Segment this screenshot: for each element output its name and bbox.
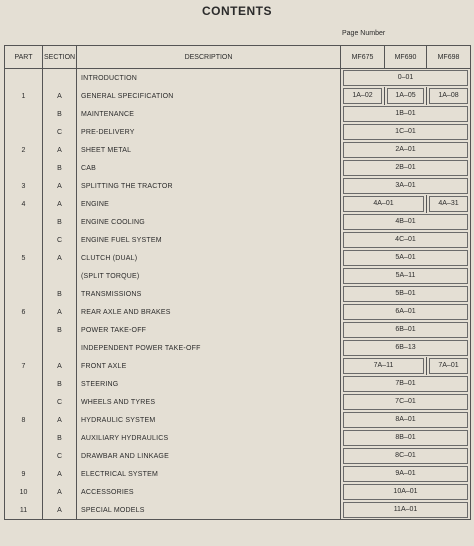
section-cell: A bbox=[43, 303, 77, 321]
section-cell: C bbox=[43, 123, 77, 141]
part-cell: 5 bbox=[5, 249, 43, 267]
description-cell: (SPLIT TORQUE) bbox=[77, 267, 341, 285]
part-cell: 10 bbox=[5, 483, 43, 501]
contents-table bbox=[4, 45, 471, 520]
section-cell: A bbox=[43, 87, 77, 105]
table-row bbox=[5, 213, 471, 231]
description-cell: GENERAL SPECIFICATION bbox=[77, 87, 341, 105]
column-header-section: SECTION bbox=[43, 46, 77, 69]
page-number-mf698: 1A–08 bbox=[429, 88, 468, 104]
section-cell: B bbox=[43, 159, 77, 177]
part-cell bbox=[5, 159, 43, 177]
page-number-all-models: 2B–01 bbox=[343, 160, 468, 176]
section-cell: A bbox=[43, 195, 77, 213]
table-body bbox=[5, 69, 471, 520]
page-number-cell bbox=[341, 429, 471, 447]
table-row bbox=[5, 159, 471, 177]
section-cell: B bbox=[43, 285, 77, 303]
description-cell: ELECTRICAL SYSTEM bbox=[77, 465, 341, 483]
description-cell: REAR AXLE AND BRAKES bbox=[77, 303, 341, 321]
page-title: CONTENTS bbox=[202, 4, 272, 18]
table-row bbox=[5, 393, 471, 411]
page-number-cell bbox=[341, 465, 471, 483]
description-cell: WHEELS AND TYRES bbox=[77, 393, 341, 411]
page-number-cell bbox=[385, 87, 427, 105]
description-cell: AUXILIARY HYDRAULICS bbox=[77, 429, 341, 447]
table-row bbox=[5, 375, 471, 393]
page-number-cell bbox=[341, 231, 471, 249]
page-number-all-models: 5A–01 bbox=[343, 250, 468, 266]
page-number-cell bbox=[341, 123, 471, 141]
page-number-cell bbox=[341, 501, 471, 520]
table-row bbox=[5, 501, 471, 520]
column-header-mf698: MF698 bbox=[427, 46, 471, 69]
table-row bbox=[5, 357, 471, 375]
description-cell: CAB bbox=[77, 159, 341, 177]
section-cell: A bbox=[43, 411, 77, 429]
section-cell bbox=[43, 267, 77, 285]
section-cell bbox=[43, 339, 77, 357]
column-header-description: DESCRIPTION bbox=[77, 46, 341, 69]
description-cell: TRANSMISSIONS bbox=[77, 285, 341, 303]
description-cell: INDEPENDENT POWER TAKE-OFF bbox=[77, 339, 341, 357]
table-row bbox=[5, 303, 471, 321]
table-row bbox=[5, 105, 471, 123]
section-cell: B bbox=[43, 375, 77, 393]
page-number-cell bbox=[341, 177, 471, 195]
description-cell: MAINTENANCE bbox=[77, 105, 341, 123]
part-cell: 7 bbox=[5, 357, 43, 375]
part-cell bbox=[5, 447, 43, 465]
section-cell: A bbox=[43, 501, 77, 520]
part-cell: 1 bbox=[5, 87, 43, 105]
page-number-all-models: 0–01 bbox=[343, 70, 468, 86]
page-number-mf675-mf690: 7A–11 bbox=[343, 358, 424, 374]
table-row bbox=[5, 249, 471, 267]
table-row bbox=[5, 339, 471, 357]
page-number-all-models: 1B–01 bbox=[343, 106, 468, 122]
part-cell bbox=[5, 321, 43, 339]
page-number-cell bbox=[341, 447, 471, 465]
section-cell: A bbox=[43, 483, 77, 501]
description-cell: CLUTCH (DUAL) bbox=[77, 249, 341, 267]
description-cell: STEERING bbox=[77, 375, 341, 393]
page-number-cell bbox=[341, 303, 471, 321]
section-cell: C bbox=[43, 393, 77, 411]
page-number-all-models: 10A–01 bbox=[343, 484, 468, 500]
page-number-mf675: 1A–02 bbox=[343, 88, 382, 104]
section-cell: B bbox=[43, 105, 77, 123]
page-number-all-models: 11A–01 bbox=[343, 502, 468, 518]
page-number-all-models: 8A–01 bbox=[343, 412, 468, 428]
page-number-all-models: 6B–01 bbox=[343, 322, 468, 338]
page-number-cell bbox=[341, 87, 385, 105]
description-cell: HYDRAULIC SYSTEM bbox=[77, 411, 341, 429]
part-cell: 3 bbox=[5, 177, 43, 195]
description-cell: FRONT AXLE bbox=[77, 357, 341, 375]
description-cell: INTRODUCTION bbox=[77, 69, 341, 88]
section-cell: B bbox=[43, 213, 77, 231]
page-number-cell bbox=[341, 141, 471, 159]
table-row bbox=[5, 267, 471, 285]
page-number-cell bbox=[341, 267, 471, 285]
page-number-cell bbox=[341, 483, 471, 501]
description-cell: SPLITTING THE TRACTOR bbox=[77, 177, 341, 195]
table-row bbox=[5, 321, 471, 339]
description-cell: SPECIAL MODELS bbox=[77, 501, 341, 520]
description-cell: SHEET METAL bbox=[77, 141, 341, 159]
part-cell bbox=[5, 375, 43, 393]
part-cell: 2 bbox=[5, 141, 43, 159]
table-row bbox=[5, 429, 471, 447]
table-row bbox=[5, 465, 471, 483]
part-cell bbox=[5, 231, 43, 249]
page-number-all-models: 6A–01 bbox=[343, 304, 468, 320]
part-cell bbox=[5, 69, 43, 88]
part-cell bbox=[5, 393, 43, 411]
part-cell: 6 bbox=[5, 303, 43, 321]
page-number-all-models: 1C–01 bbox=[343, 124, 468, 140]
table-row bbox=[5, 87, 471, 105]
page-number-all-models: 4B–01 bbox=[343, 214, 468, 230]
section-cell: A bbox=[43, 141, 77, 159]
table-row bbox=[5, 177, 471, 195]
description-cell: PRE-DELIVERY bbox=[77, 123, 341, 141]
page-number-all-models: 5B–01 bbox=[343, 286, 468, 302]
page-number-all-models: 2A–01 bbox=[343, 142, 468, 158]
page-number-all-models: 4C–01 bbox=[343, 232, 468, 248]
page-number-cell bbox=[341, 393, 471, 411]
page-number-all-models: 8B–01 bbox=[343, 430, 468, 446]
table-row bbox=[5, 69, 471, 88]
description-cell: DRAWBAR AND LINKAGE bbox=[77, 447, 341, 465]
section-cell: A bbox=[43, 465, 77, 483]
page-number-cell bbox=[341, 249, 471, 267]
page-number-cell bbox=[341, 159, 471, 177]
section-cell: C bbox=[43, 447, 77, 465]
page-number-cell bbox=[341, 213, 471, 231]
page-number-mf698: 4A–31 bbox=[429, 196, 468, 212]
table-row bbox=[5, 447, 471, 465]
page-number-mf690: 1A–05 bbox=[387, 88, 424, 104]
table-row bbox=[5, 231, 471, 249]
part-cell bbox=[5, 339, 43, 357]
table-header-row bbox=[5, 46, 471, 69]
part-cell bbox=[5, 267, 43, 285]
section-cell: C bbox=[43, 231, 77, 249]
table-row bbox=[5, 483, 471, 501]
page-number-cell bbox=[427, 195, 471, 213]
page-number-cell bbox=[427, 357, 471, 375]
description-cell: POWER TAKE-OFF bbox=[77, 321, 341, 339]
page-number-mf675-mf690: 4A–01 bbox=[343, 196, 424, 212]
description-cell: ENGINE FUEL SYSTEM bbox=[77, 231, 341, 249]
page-number-cell bbox=[341, 411, 471, 429]
page-number-label: Page Number bbox=[342, 30, 386, 37]
page-number-all-models: 7C–01 bbox=[343, 394, 468, 410]
part-cell: 4 bbox=[5, 195, 43, 213]
section-cell: A bbox=[43, 177, 77, 195]
part-cell bbox=[5, 285, 43, 303]
page-number-all-models: 5A–11 bbox=[343, 268, 468, 284]
column-header-part: PART bbox=[5, 46, 43, 69]
table-row bbox=[5, 141, 471, 159]
page-number-all-models: 7B–01 bbox=[343, 376, 468, 392]
section-cell: B bbox=[43, 321, 77, 339]
table-row bbox=[5, 411, 471, 429]
part-cell bbox=[5, 105, 43, 123]
part-cell bbox=[5, 213, 43, 231]
page-number-cell bbox=[341, 321, 471, 339]
page-number-cell bbox=[341, 69, 471, 88]
page-number-all-models: 8C–01 bbox=[343, 448, 468, 464]
page-number-cell bbox=[341, 105, 471, 123]
page-number-cell bbox=[341, 195, 427, 213]
page-number-all-models: 6B–13 bbox=[343, 340, 468, 356]
section-cell: A bbox=[43, 357, 77, 375]
description-cell: ENGINE bbox=[77, 195, 341, 213]
part-cell: 8 bbox=[5, 411, 43, 429]
description-cell: ACCESSORIES bbox=[77, 483, 341, 501]
column-header-mf690: MF690 bbox=[385, 46, 427, 69]
part-cell: 11 bbox=[5, 501, 43, 520]
section-cell: A bbox=[43, 249, 77, 267]
part-cell: 9 bbox=[5, 465, 43, 483]
page-number-cell bbox=[427, 87, 471, 105]
page-number-cell bbox=[341, 357, 427, 375]
section-cell: B bbox=[43, 429, 77, 447]
table-row bbox=[5, 195, 471, 213]
description-cell: ENGINE COOLING bbox=[77, 213, 341, 231]
part-cell bbox=[5, 123, 43, 141]
page-number-all-models: 9A–01 bbox=[343, 466, 468, 482]
section-cell bbox=[43, 69, 77, 88]
table-row bbox=[5, 285, 471, 303]
page-number-mf698: 7A–01 bbox=[429, 358, 468, 374]
page-number-cell bbox=[341, 339, 471, 357]
page-number-cell bbox=[341, 375, 471, 393]
table-row bbox=[5, 123, 471, 141]
part-cell bbox=[5, 429, 43, 447]
column-header-mf675: MF675 bbox=[341, 46, 385, 69]
page-number-cell bbox=[341, 285, 471, 303]
page-number-all-models: 3A–01 bbox=[343, 178, 468, 194]
